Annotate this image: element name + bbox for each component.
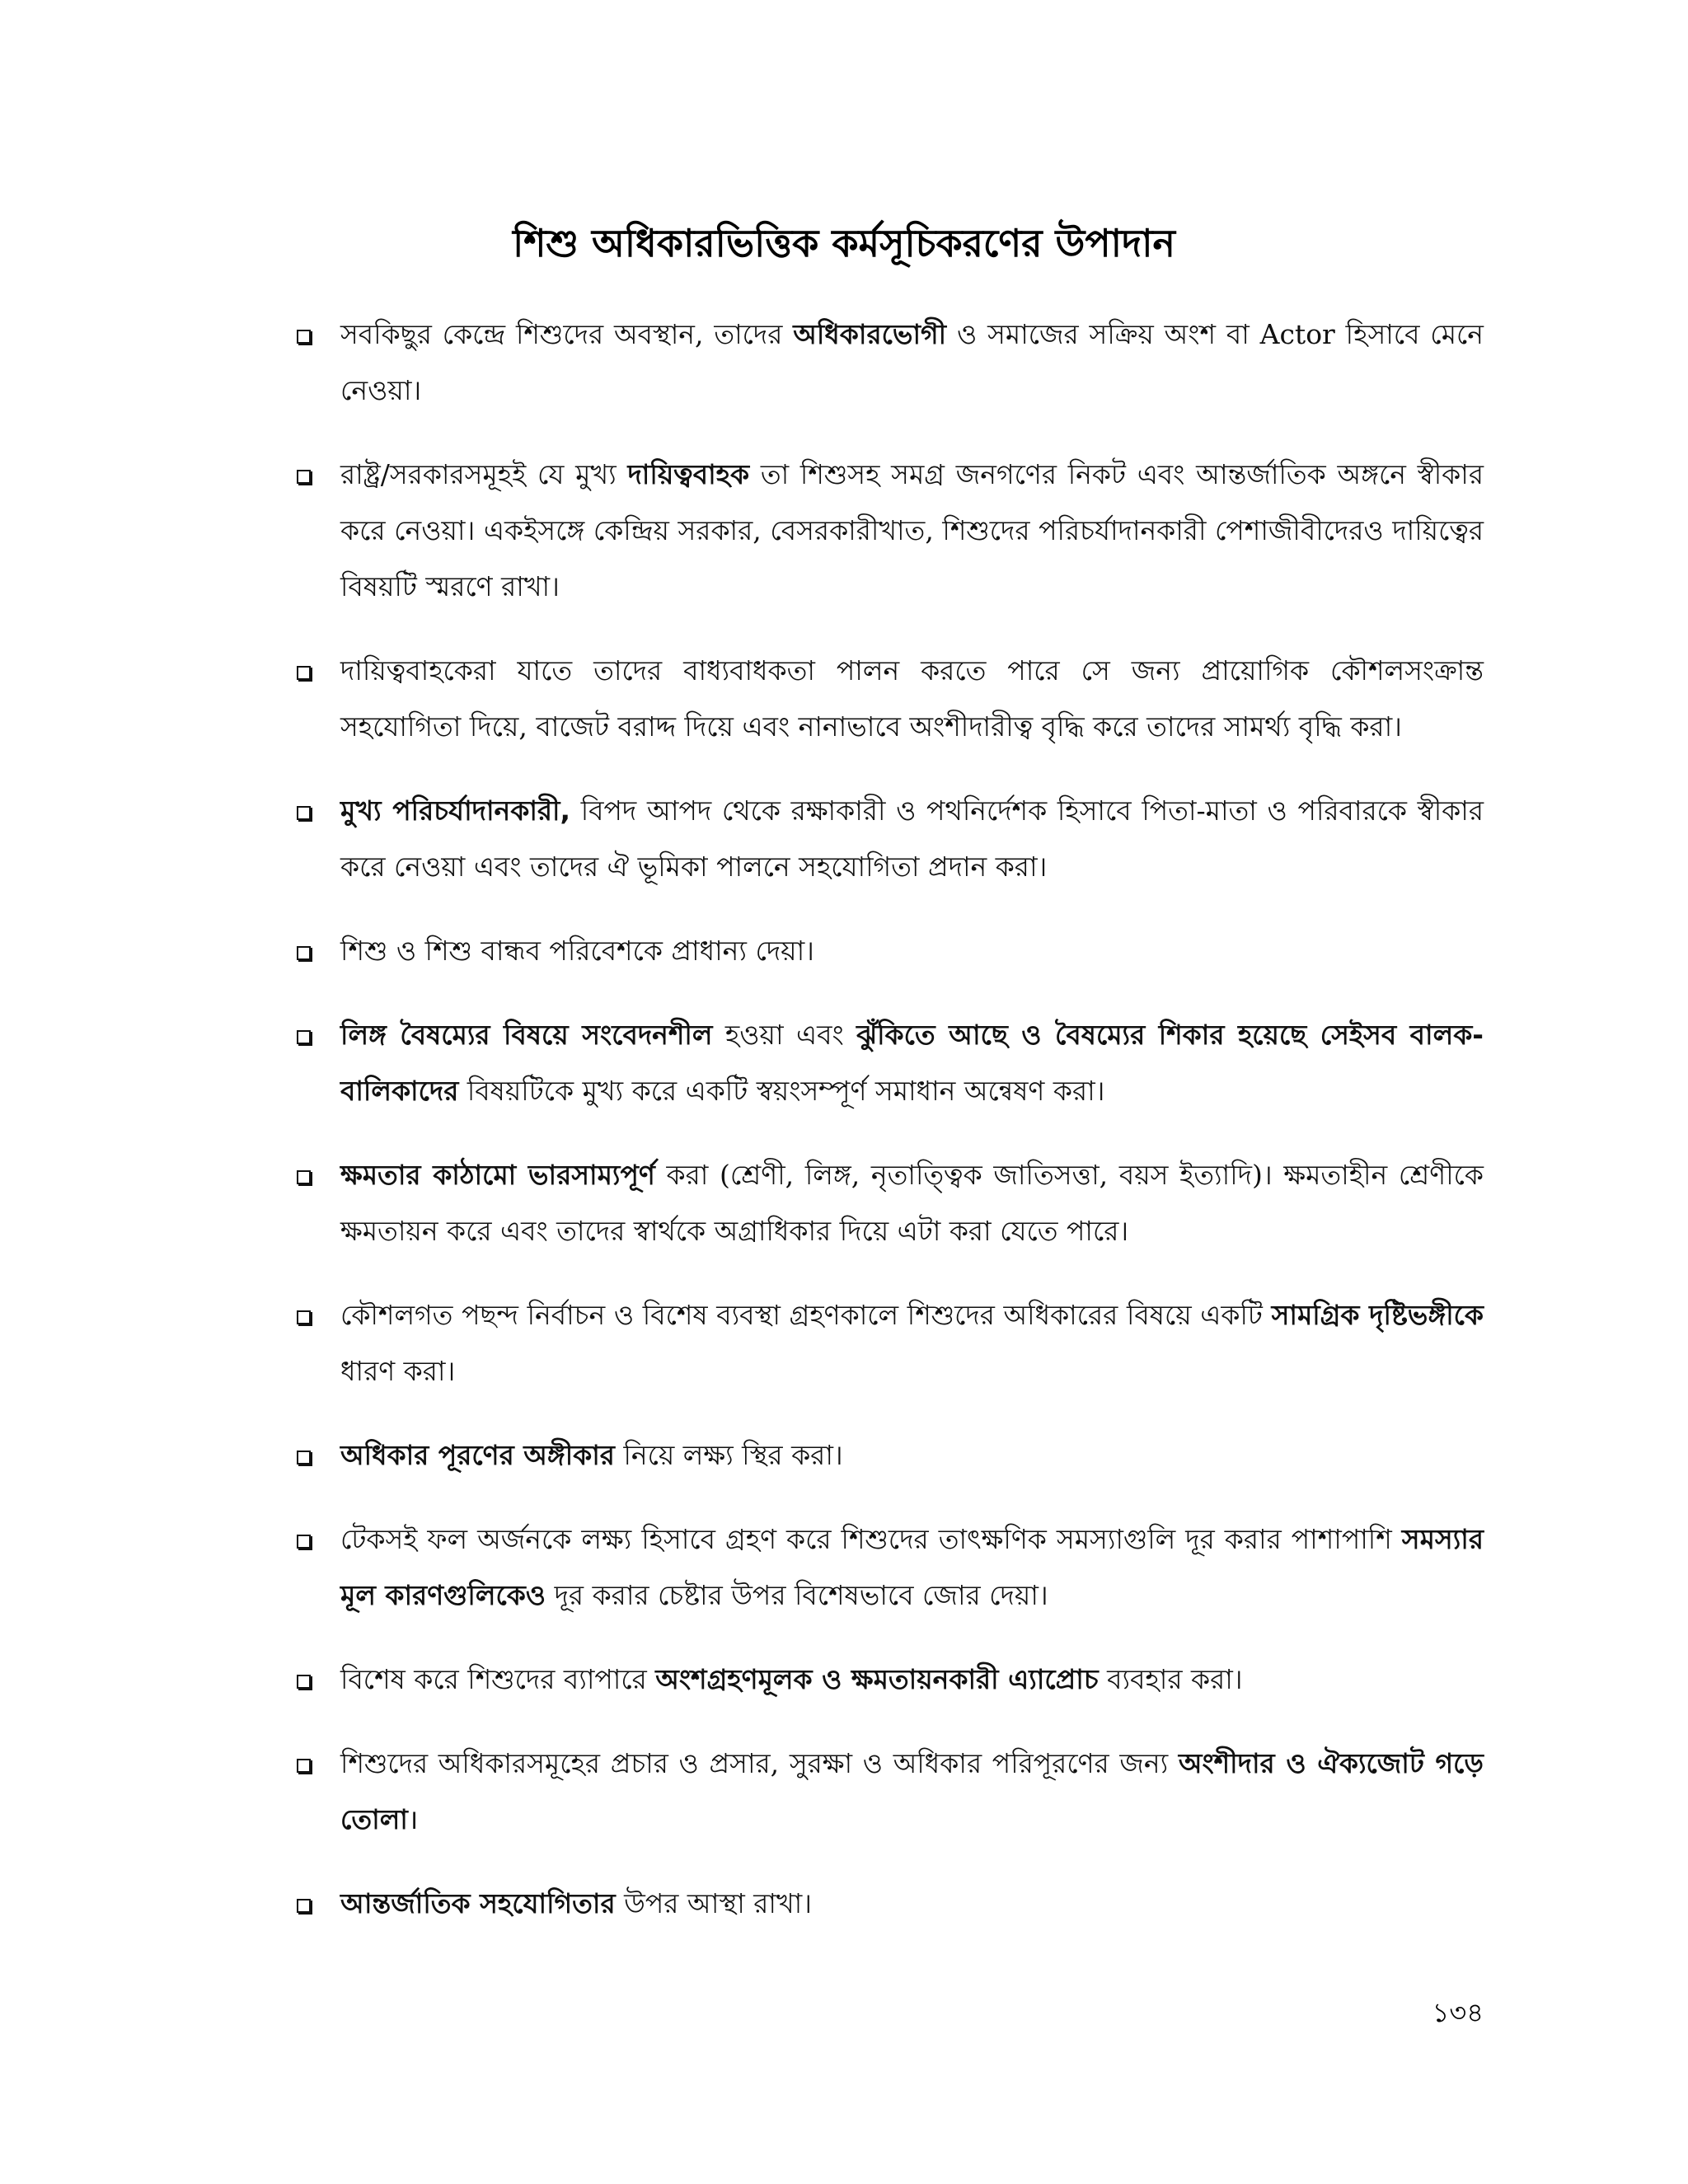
- text-segment: ধারণ করা।: [340, 1355, 456, 1387]
- square-bullet-icon: [297, 1451, 311, 1465]
- square-bullet-icon: [297, 1675, 311, 1689]
- text-segment: বিষয়টিকে মুখ্য করে একটি স্বয়ংসম্পূর্ণ সমাধান অন্বেষণ করা।: [458, 1075, 1105, 1107]
- item-text: [340, 1439, 843, 1471]
- emphasized-text: মুখ্য পরিচর্যাদানকারী,: [340, 794, 571, 827]
- item-text: [340, 1523, 1484, 1611]
- item-text: [340, 458, 1484, 602]
- text-segment: ব্যবহার করা।: [1098, 1663, 1243, 1695]
- list-item: [288, 923, 1484, 979]
- square-bullet-icon: [297, 330, 311, 344]
- text-segment: রাষ্ট্র/সরকারসমূহই যে মুখ্য: [340, 458, 628, 490]
- list-item: [288, 783, 1484, 895]
- text-segment: ।: [407, 1803, 419, 1835]
- emphasized-text: আন্তর্জাতিক সহযোগিতার: [340, 1887, 616, 1919]
- item-text: [340, 1887, 812, 1919]
- square-bullet-icon: [297, 1170, 311, 1184]
- item-text: [340, 318, 1484, 406]
- square-bullet-icon: [297, 1759, 311, 1773]
- text-segment: দূর করার চেষ্টার উপর বিশেষভাবে জোর দেয়া।: [546, 1579, 1048, 1611]
- emphasized-text: অধিকার পূরণের অঙ্গীকার: [340, 1439, 615, 1471]
- square-bullet-icon: [297, 1899, 311, 1913]
- list-item: [288, 1147, 1484, 1259]
- item-text: [340, 1663, 1243, 1695]
- list-item: [288, 1287, 1484, 1399]
- text-segment: করা (শ্রেণী, লিঙ্গ, নৃতাত্ত্বিক জাতিসত্তা, বয়স ইত্যাদি)। ক্ষমতাহীন শ্রেণীকে ক্ষমতায়ন করে এবং তাদের স্বার্থকে অগ্রাধিকার দিয়ে এটা করা যেতে পারে।: [340, 1159, 1484, 1247]
- list-item: [288, 307, 1484, 419]
- square-bullet-icon: [297, 666, 311, 680]
- text-segment: সবকিছুর কেন্দ্রে শিশুদের অবস্থান, তাদের: [340, 318, 794, 350]
- text-segment: ও সমাজের সক্রিয় অংশ বা Actor হিসাবে মেনে নেওয়া।: [340, 318, 1484, 406]
- item-text: [340, 654, 1484, 743]
- square-bullet-icon: [297, 1535, 311, 1549]
- text-segment: শিশুদের অধিকারসমূহের প্রচার ও প্রসার, সুরক্ষা ও অধিকার পরিপূরণের জন্য: [340, 1747, 1179, 1779]
- list-item: [288, 1876, 1484, 1932]
- emphasized-text: অংশগ্রহণমূলক ও ক্ষমতায়নকারী এ্যাপ্রোচ: [655, 1663, 1099, 1695]
- emphasized-text: লিঙ্গ বৈষম্যের বিষয়ে সংবেদনশীল: [340, 1019, 713, 1051]
- text-segment: শিশু ও শিশু বান্ধব পরিবেশকে প্রাধান্য দেয়া।: [340, 935, 814, 967]
- page-title: শিশু অধিকারভিত্তিক কর্মসূচিকরণের উপাদান: [513, 221, 1175, 265]
- list-item: [288, 1652, 1484, 1708]
- square-bullet-icon: [297, 1310, 311, 1324]
- list-item: [288, 1427, 1484, 1483]
- square-bullet-icon: [297, 946, 311, 960]
- text-segment: বিশেষ করে শিশুদের ব্যাপারে: [340, 1663, 656, 1695]
- item-text: [340, 794, 1484, 883]
- list-item: [288, 1007, 1484, 1119]
- emphasized-text: অধিকারভোগী: [793, 318, 947, 350]
- list-item: [288, 1736, 1484, 1848]
- item-text: [340, 1299, 1484, 1387]
- text-segment: দায়িত্ববাহকেরা যাতে তাদের বাধ্যবাধকতা পালন করতে পারে সে জন্য প্রায়োগিক কৌশলসংক্রান্ত সহযোগিতা দিয়ে, বাজেট বরাদ্দ দিয়ে এবং নানাভাবে অংশীদারীত্ব বৃদ্ধি করে তাদের সামর্থ্য বৃদ্ধি করা।: [340, 654, 1484, 743]
- text-segment: হওয়া এবং: [712, 1019, 857, 1051]
- item-text: [340, 1159, 1484, 1247]
- item-text: [340, 1019, 1484, 1107]
- text-segment: নিয়ে লক্ষ্য স্থির করা।: [614, 1439, 843, 1471]
- page-number: ১৩৪: [1432, 1997, 1484, 2028]
- emphasized-text: ক্ষমতার কাঠামো ভারসাম্যপূর্ণ: [340, 1159, 655, 1191]
- bullet-list: [288, 307, 1484, 1960]
- text-segment: উপর আস্থা রাখা।: [615, 1887, 813, 1919]
- text-segment: টেকসই ফল অর্জনকে লক্ষ্য হিসাবে গ্রহণ করে শিশুদের তাৎক্ষণিক সমস্যাগুলি দূর করার পাশাপাশি: [340, 1523, 1402, 1555]
- text-segment: তা শিশুসহ সমগ্র জনগণের নিকট এবং আন্তর্জাতিক অঙ্গনে স্বীকার করে নেওয়া। একইসঙ্গে কেন্দ্রিয় সরকার, বেসরকারীখাত, শিশুদের পরিচর্যাদানকারী পেশাজীবীদেরও দায়িত্বের বিষয়টি স্মরণে রাখা।: [340, 458, 1484, 602]
- square-bullet-icon: [297, 806, 311, 820]
- item-text: [340, 1747, 1484, 1835]
- list-item: [288, 1511, 1484, 1624]
- emphasized-text: দায়িত্ববাহক: [627, 458, 750, 490]
- square-bullet-icon: [297, 1030, 311, 1044]
- emphasized-text: ঝুঁকিতে আছে ও বৈষম্যের শিকার হয়েছে সেইসব বালক-বালিকাদের: [340, 1019, 1484, 1107]
- emphasized-text: সামগ্রিক দৃষ্টিভঙ্গীকে: [1271, 1299, 1484, 1331]
- list-item: [288, 643, 1484, 755]
- emphasized-text: সমস্যার মূল কারণগুলিকেও: [340, 1523, 1484, 1611]
- text-segment: কৌশলগত পছন্দ নির্বাচন ও বিশেষ ব্যবস্থা গ্রহণকালে শিশুদের অধিকারের বিষয়ে একটি: [340, 1299, 1272, 1331]
- item-text: [340, 935, 814, 967]
- text-segment: বিপদ আপদ থেকে রক্ষাকারী ও পথনির্দেশক হিসাবে পিতা-মাতা ও পরিবারকে স্বীকার করে নেওয়া এবং তাদের ঐ ভূমিকা পালনে সহযোগিতা প্রদান করা।: [340, 794, 1484, 883]
- list-item: [288, 447, 1484, 615]
- emphasized-text: অংশীদার ও ঐক্যজোট গড়ে তোলা: [340, 1747, 1484, 1835]
- square-bullet-icon: [297, 470, 311, 484]
